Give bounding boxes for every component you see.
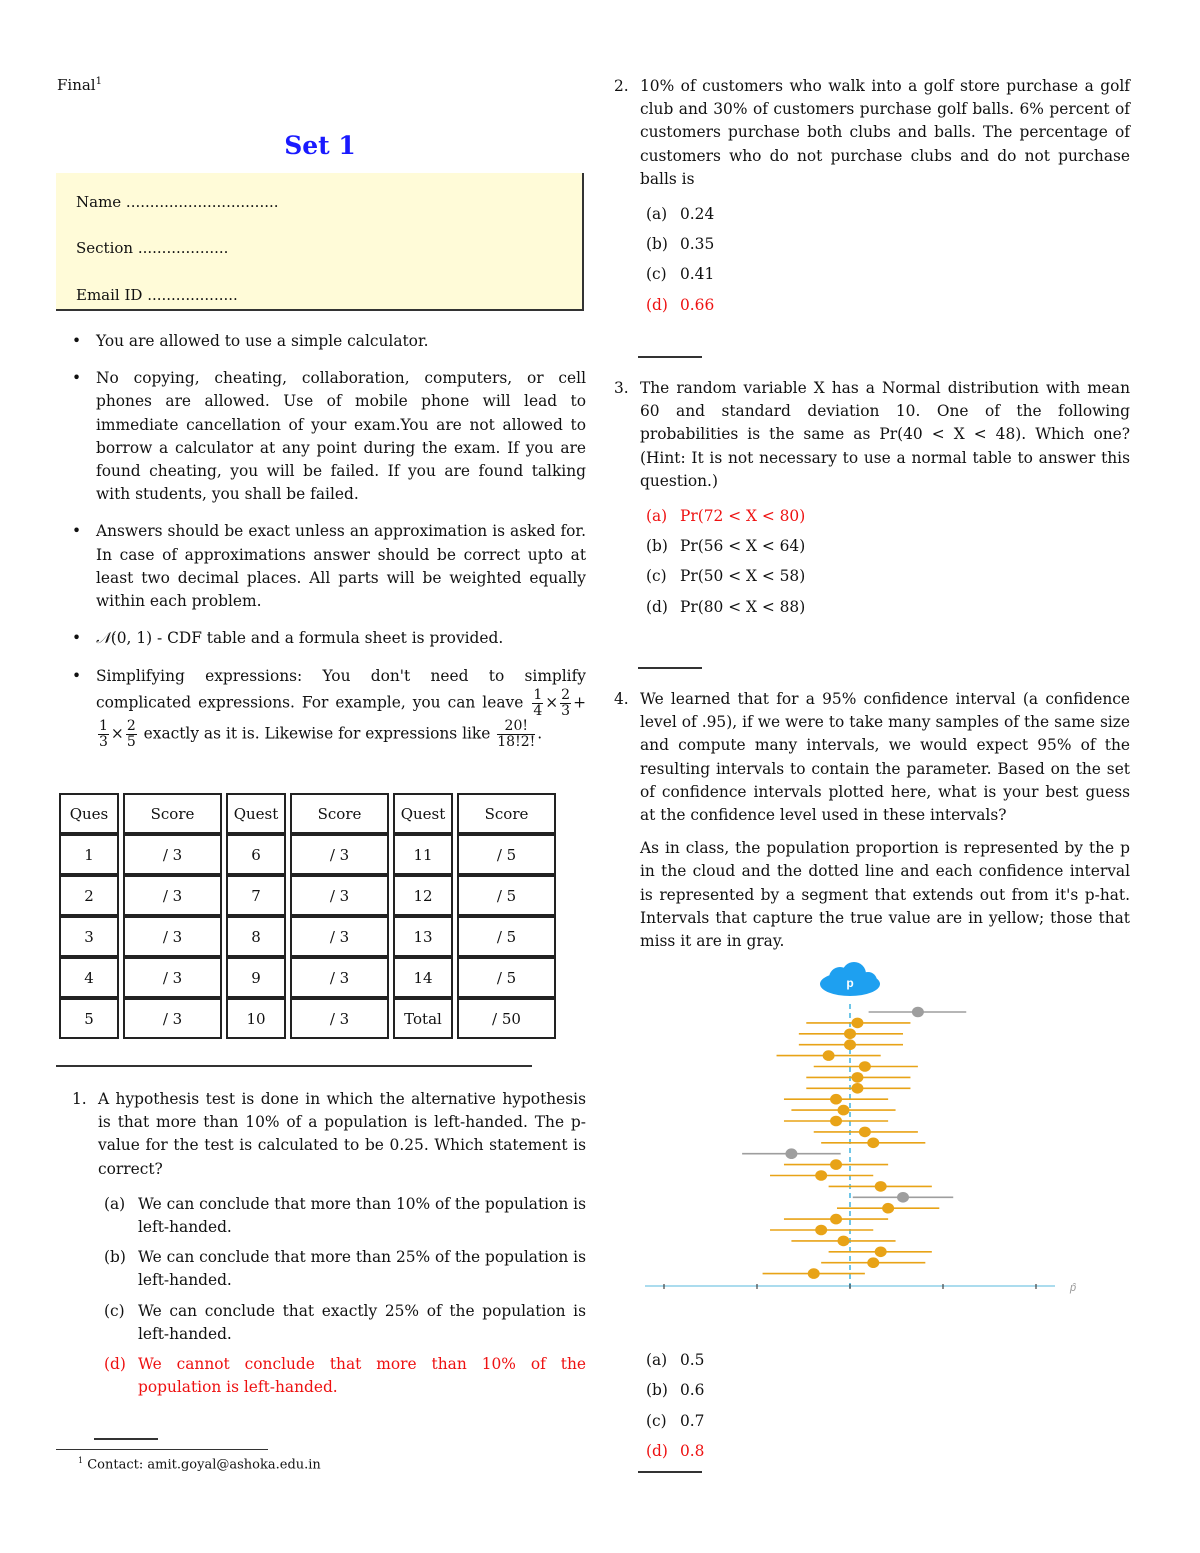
interval-capture [806, 1018, 910, 1029]
score-table [55, 793, 560, 1039]
option-label: (c) [646, 265, 667, 284]
instruction-text: exactly as it is. Likewise for expressions like [143, 724, 491, 743]
interval-capture [777, 1050, 881, 1061]
option-label: (a) [104, 1194, 126, 1213]
options-list [640, 1349, 1130, 1463]
question-text-2: As in class, the population proportion is represented by the p in the cloud and the dotted line and each confidence interval is represented by a segment that extends out from it's p-hat. Intervals that capture the true value are in yellow; those that miss it are in gray. [640, 839, 1130, 951]
interval-capture [829, 1247, 932, 1258]
score-cell[interactable]: / 3 [123, 998, 222, 1039]
svg-text:p: p [846, 976, 854, 990]
option-c[interactable] [640, 263, 1130, 286]
answer-line [638, 667, 702, 669]
option-label: (c) [646, 567, 667, 586]
instruction-item: • Simplifying expressions: You don't need to simplify complicated expressions. For example, you can leave $\frac{1}{4}$ × $\frac{2}{3}$ + $\frac{1}{3}$ × $\frac{2}{5}$ exactly as it is. Likewise for expressions like $\frac{20!}{18!2!}$ . [68, 664, 586, 750]
header-cell: Quest [393, 793, 453, 834]
interval-capture [837, 1203, 939, 1214]
option-label: (a) [646, 1351, 668, 1370]
interval-capture [784, 1214, 888, 1225]
question-number: 2. [614, 77, 629, 95]
score-cell[interactable]: / 3 [123, 875, 222, 916]
option-b[interactable] [640, 535, 1130, 558]
fraction: $\frac{2}{3}$ [561, 687, 571, 720]
header-cell: Quest [226, 793, 286, 834]
header-title: Final [57, 76, 96, 94]
table-row [59, 998, 556, 1039]
question-number-cell: 3 [59, 916, 119, 957]
options-list [640, 505, 1130, 619]
question-number-cell: 2 [59, 875, 119, 916]
score-cell[interactable]: / 5 [457, 957, 556, 998]
question-number-cell: 4 [59, 957, 119, 998]
instructions-list [68, 330, 586, 764]
score-cell[interactable]: / 3 [290, 957, 389, 998]
option-label: (d) [646, 1441, 668, 1460]
option-text: 0.7 [680, 1411, 705, 1430]
option-c[interactable] [640, 1410, 1130, 1433]
option-text: 0.6 [680, 1381, 705, 1400]
interval-miss [869, 1007, 967, 1018]
set-title: Set 1 [284, 131, 356, 160]
interval-capture [799, 1039, 903, 1050]
answer-line [94, 1438, 158, 1440]
fraction: $\frac{2}{5}$ [126, 718, 136, 751]
option-text: 0.5 [680, 1351, 705, 1370]
footnote-mark: 1 [95, 76, 102, 87]
option-label: (c) [646, 1411, 667, 1430]
option-d[interactable] [640, 294, 1130, 317]
option-text: 0.41 [680, 265, 715, 284]
question-number-cell: 8 [226, 916, 286, 957]
question-3 [614, 377, 1130, 626]
option-a[interactable] [640, 505, 1130, 528]
question-text: The random variable X has a Normal distribution with mean 60 and standard deviation 10. One of the following probabilities is the same as Pr(40 < X < 48). Which one? (Hint: It is not necessary to use a normal table to answer this question.) [640, 379, 1130, 490]
option-a[interactable] [640, 203, 1130, 226]
table-row [59, 875, 556, 916]
interval-capture [791, 1236, 895, 1247]
student-info-box [56, 173, 584, 311]
instruction-text: Simplifying expressions: You don't need to simplify complicated expressions. For example, you can leave [96, 667, 586, 712]
fraction: $\frac{1}{3}$ [99, 718, 108, 751]
options-list [640, 203, 1130, 317]
interval-capture [814, 1127, 918, 1138]
option-b[interactable] [640, 233, 1130, 256]
interval-capture [784, 1159, 888, 1170]
interval-capture [784, 1116, 888, 1127]
answer-line [638, 1471, 702, 1473]
interval-capture [791, 1105, 895, 1116]
name-field[interactable]: Name ................................ [76, 193, 279, 211]
header-cell: Score [290, 793, 389, 834]
option-d[interactable] [640, 596, 1130, 619]
option-b[interactable] [98, 1246, 586, 1292]
question-number: 1. [72, 1090, 87, 1108]
option-label: (d) [104, 1355, 126, 1374]
instruction-item: • Answers should be exact unless an approximation is asked for. In case of approximations answer should be correct upto at least two decimal places. All parts will be weighted equally within each problem. [68, 520, 586, 613]
header-cell: Ques [59, 793, 119, 834]
score-cell[interactable]: / 3 [123, 957, 222, 998]
interval-capture [814, 1061, 918, 1072]
document-header [57, 76, 102, 94]
score-cell[interactable]: / 3 [123, 916, 222, 957]
section-field[interactable]: Section ................... [76, 239, 229, 257]
instruction-item: • You are allowed to use a simple calculator. [68, 330, 586, 353]
option-text: 0.66 [680, 295, 715, 314]
question-number-cell: 12 [393, 875, 453, 916]
fraction: $\frac{1}{4}$ [533, 687, 543, 720]
option-d[interactable] [640, 1440, 1130, 1463]
option-text: Pr(72 < X < 80) [680, 507, 806, 526]
x-axis-label: p̂ [1070, 1282, 1077, 1294]
header-cell: Score [457, 793, 556, 834]
question-text: 10% of customers who walk into a golf store purchase a golf club and 30% of customers purchase golf balls. 6% percent of customers purchase both clubs and balls. The percentage of customers who do not purchase clubs and do not purchase balls is [640, 77, 1130, 188]
score-cell[interactable]: / 3 [290, 916, 389, 957]
score-cell[interactable]: / 3 [290, 875, 389, 916]
header-cell: Score [123, 793, 222, 834]
option-a[interactable] [98, 1193, 586, 1239]
option-label: (a) [646, 205, 668, 224]
question-2 [614, 75, 1130, 324]
interval-capture [799, 1029, 903, 1040]
option-label: (b) [646, 1381, 668, 1400]
interval-capture [784, 1094, 888, 1105]
option-label: (b) [646, 235, 668, 254]
interval-miss [853, 1192, 953, 1203]
interval-capture [829, 1181, 932, 1192]
fraction: $\frac{20!}{18!2!}$ [497, 718, 536, 751]
answer-line [638, 356, 702, 358]
option-label: (a) [646, 507, 668, 526]
option-label: (c) [104, 1301, 125, 1320]
instruction-item: • 𝒩(0, 1) - CDF table and a formula sheet is provided. [68, 627, 586, 650]
cloud-icon [820, 962, 880, 996]
score-cell[interactable]: / 3 [290, 998, 389, 1039]
table-header-row [59, 793, 556, 834]
option-text: 0.35 [680, 235, 715, 254]
question-text: A hypothesis test is done in which the alternative hypothesis is that more than 10% of a population is left-handed. The p-value for the test is calculated to be 0.25. Which statement is correct? [98, 1090, 586, 1178]
option-d[interactable] [98, 1353, 586, 1399]
interval-capture [806, 1072, 910, 1083]
interval-capture [770, 1170, 873, 1181]
question-number-cell: Total [393, 998, 453, 1039]
options-list [98, 1193, 586, 1400]
score-cell[interactable]: / 3 [290, 834, 389, 875]
table-row [59, 957, 556, 998]
question-number-cell: 10 [226, 998, 286, 1039]
interval-capture [806, 1083, 910, 1094]
interval-miss [742, 1148, 841, 1159]
option-label: (b) [646, 537, 668, 556]
option-text: Pr(56 < X < 64) [680, 537, 806, 556]
question-number-cell: 5 [59, 998, 119, 1039]
footnote-text: Contact: amit.goyal@ashoka.edu.in [87, 1457, 321, 1473]
option-label: (d) [646, 597, 668, 616]
option-a[interactable] [640, 1349, 1130, 1372]
question-number-cell: 11 [393, 834, 453, 875]
option-text: We can conclude that more than 25% of the population is left-handed. [138, 1248, 586, 1290]
score-cell[interactable]: / 50 [457, 998, 556, 1039]
option-c[interactable] [640, 565, 1130, 588]
question-number: 3. [614, 379, 629, 397]
option-text: We can conclude that exactly 25% of the population is left-handed. [138, 1301, 586, 1343]
option-label: (d) [646, 295, 668, 314]
confidence-interval-chart [640, 960, 1080, 1300]
option-c[interactable] [98, 1300, 586, 1346]
option-b[interactable] [640, 1379, 1130, 1402]
footnote-divider [56, 1449, 268, 1450]
footnote: $^1$ Contact: amit.goyal@ashoka.edu.in [78, 1456, 321, 1473]
interval-capture [821, 1257, 925, 1268]
option-text: 0.8 [680, 1441, 705, 1460]
instruction-item: • No copying, cheating, collaboration, computers, or cell phones are allowed. Use of mobile phone will lead to immediate cancellation of your exam.You are not allowed to borrow a calculator at any point during the exam. If you are found cheating, you will be failed. If you are found talking with students, you shall be failed. [68, 367, 586, 506]
option-text: Pr(80 < X < 88) [680, 597, 806, 616]
score-cell[interactable]: / 5 [457, 875, 556, 916]
option-label: (b) [104, 1248, 126, 1267]
question-number-cell: 14 [393, 957, 453, 998]
table-row [59, 834, 556, 875]
question-number-cell: 9 [226, 957, 286, 998]
question-number-cell: 13 [393, 916, 453, 957]
question-number-cell: 6 [226, 834, 286, 875]
score-cell[interactable]: / 5 [457, 916, 556, 957]
interval-capture [770, 1225, 873, 1236]
option-text: We cannot conclude that more than 10% of the population is left-handed. [138, 1355, 586, 1397]
table-row [59, 916, 556, 957]
question-number-cell: 7 [226, 875, 286, 916]
question-1 [72, 1088, 586, 1406]
interval-capture [821, 1138, 925, 1149]
question-number: 4. [614, 690, 629, 708]
option-text: We can conclude that more than 10% of the population is left-handed. [138, 1194, 586, 1237]
divider [56, 1065, 532, 1067]
email-field[interactable]: Email ID ................... [76, 286, 238, 304]
question-number-cell: 1 [59, 834, 119, 875]
option-text: Pr(50 < X < 58) [680, 567, 806, 586]
option-text: 0.24 [680, 205, 715, 224]
question-text: We learned that for a 95% confidence interval (a confidence level of .95), if we were to take many samples of the same size and compute many intervals, we would expect 95% of the resulting intervals to contain the parameter. Based on the set of confidence intervals plotted here, what is your best guess at the confidence level used in these intervals? [640, 690, 1130, 825]
score-cell[interactable]: / 5 [457, 834, 556, 875]
score-cell[interactable]: / 3 [123, 834, 222, 875]
